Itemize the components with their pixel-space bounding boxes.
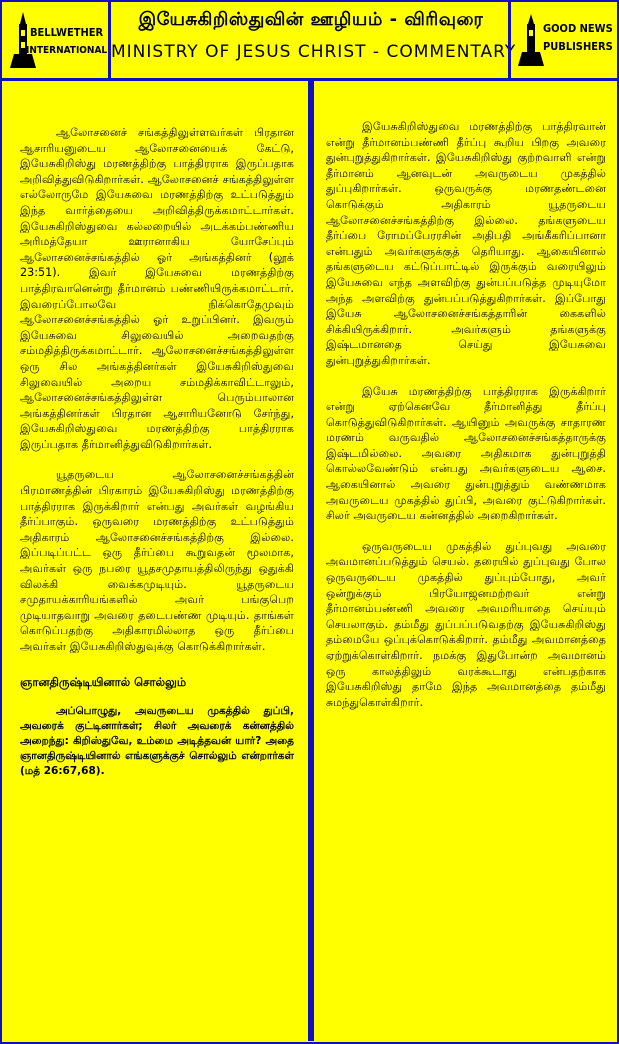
page-title-tamil: இயேசுகிறிஸ்துவின் ஊழியம் - விரிவுரை	[138, 9, 484, 30]
right-paragraph-3: ஒருவருடைய முகத்தில் துப்புவது அவரை அவமானப்படுத்தும் செயல். தரையில் துப்புவது போல ஒருவருடைய முகத்தில் துப்பும்போது, அவர் ஒன்றுக்கும் பிரயோஜனமற்றவர் என்று தீர்மானம்பண்ணி அவரை அவமரியாதை செய்யும் செயலாகும். தம்மீது துப்பப்படுவதற்கு இயேசுகிறிஸ்து தம்மையே ஒப்புக்கொடுக்கிறார். தம்மீது அவமானத்தை ஏற்றுக்கொள்கிறார். நமக்கு இதுபோன்ற அவமானம் ஒரு காலத்திலும் வரக்கூடாது என்பதற்காக இயேசுகிறிஸ்து தாமே இந்த அவமானத்தை தம்மீது சுமந்துகொள்கிறார்.	[326, 539, 606, 709]
section-heading: ஞானதிருஷ்டியினால் சொல்லும்	[20, 674, 187, 689]
bellwether-logo	[2, 2, 111, 78]
right-paragraph-2: இயேசு மரணத்திற்கு பாத்திரராக இருக்கிறார் என்று ஏற்கெனவே தீர்மானித்து தீர்ப்பு கொடுத்துவிடுகிறார்கள். ஆயினும் அவருக்கு சாதாரண மரணம் வருவதில் ஆலோசனைச்சங்கத்தாருக்கு இஷ்டமில்லை. அவரை அதிகமாக துன்புறுத்தி கொல்லவேண்டும் என்பது அவர்களுடைய ஆசை. ஆகையினால் அவரை துன்புறுத்தும் வண்ணமாக அவருடைய முகத்தில் துப்பி, அவரை குட்டுகிறார்கள். சிலர் அவருடைய கன்னத்தில் அறைகிறார்கள்.	[326, 384, 606, 523]
bellwether-line1: BELLWETHER	[30, 26, 104, 39]
page-title-english: MINISTRY OF JESUS CHRIST - COMMENTARY	[111, 42, 517, 62]
left-paragraph-1: ஆலோசனைச் சங்கத்திலுள்ளவர்கள் பிரதான ஆசாரியனுடைய ஆலோசனையைக் கேட்டு, இயேசுகிறிஸ்து மரணத்திற்கு பாத்திரராக இருப்பதாக அறிவித்துவிடுகிறார்கள். ஆலோசனைச் சங்கத்திலுள்ள எல்லோருமே இயேசுவை மரணத்திற்கு உட்படுத்தும் இந்த வார்த்தையை அறிவித்திருக்கமாட்டார்கள். இயேசுகிறிஸ்துவை கல்லறையில் அடக்கம்பண்ணிய அரிமத்தேயா ஊரானாகிய யோசேப்பும் ஆலோசனைச்சங்கத்தில் ஓர் அங்கத்தினர் (லூக் 23:51). இவர் இயேசுவை மரணத்திற்கு பாத்திரவானென்று தீர்மானம் பண்ணியிருக்கமாட்டார். இவரைப்போலவே நிக்கொதேமுவும் ஆலோசனைச்சங்கத்தில் ஓர் உறுப்பினர். இவரும் இயேசுவை சிலுவையில் அறைவதற்கு சம்மதித்திருக்கமாட்டார். ஆலோசனைச்சங்கத்திலுள்ள ஒரு சில அங்கத்தினர்கள் இயேசுகிறிஸ்துவை சிலுவையில் அறைய சம்மதிக்காவிட்டாலும், ஆலோசனைச்சங்கத்திலுள்ள பெரும்பாலான அங்கத்தினர்கள் பிரதான ஆசாரியனோடு சேர்ந்து, இயேசுகிறிஸ்துவை மரணத்திற்கு பாத்திரராக இருப்பதாக தீர்மானித்துவிடுகிறார்கள்.	[20, 126, 294, 451]
scripture-quote: அப்பொழுது, அவருடைய முகத்தில் துப்பி, அவரைக் குட்டினார்கள்; சிலர் அவரைக் கன்னத்தில் அறைந்து: கிறிஸ்துவே, உம்மை அடித்தவன் யார்? அதை ஞானதிருஷ்டியினால் எங்களுக்குச் சொல்லும் என்றார்கள் (மத் 26:67,68).	[20, 705, 294, 778]
right-column	[311, 81, 619, 1041]
right-paragraph-1: இயேசுகிறிஸ்துவை மரணத்திற்கு பாத்திரவான் என்று தீர்மானம்பண்ணி தீர்ப்பு கூறிய பிறகு அவரை துன்புறுத்துகிறார்கள். இயேசுகிறிஸ்து குற்றவாளி என்று தீர்மானம் ஆனவுடன் அவருடைய முகத்தில் துப்புகிறார்கள். ஒருவருக்கு மரணதண்டனை கொடுக்கும் அதிகாரம் யூதருடைய ஆலோசனைச்சங்கத்திற்கு இல்லை. தங்களுடைய தீர்ப்பை ரோமப்பேரரசின் அதிபதி அங்கீகரிப்பானா என்பதும் அவர்களுக்குத் தெரியாது. ஆகையினால் தங்களுடைய கட்டுப்பாட்டில் இருக்கும் வரையிலும் இயேசுவை எந்த அளவிற்கு துன்பப்படுத்த முடியுமோ அந்த அளவிற்கு துன்பப்படுத்துகிறார்கள். இப்போது இயேசு ஆலோசனைச்சங்கத்தாரின் கைகளில் சிக்கியிருக்கிறார். அவர்களும் தங்களுக்கு இஷ்டமானதை செய்து இயேசுவை துன்புறுத்துகிறார்கள்.	[326, 120, 606, 367]
tower-icon	[8, 10, 38, 72]
left-paragraph-2: யூதருடைய ஆலோசனைச்சங்கத்தின் பிரமாணத்தின் பிரகாரம் இயேசுகிறிஸ்து மரணத்திற்கு பாத்திரராக இருக்கிறார் என்பது அவர்கள் வழங்கிய தீர்ப்பாகும். ஒருவரை மரணத்திற்கு உட்படுத்தும் அதிகாரம் ஆலோசனைச்சங்கத்திற்கு இல்லை. இப்படிப்பட்ட ஒரு தீர்ப்பை கூறுவதன் மூலமாக, அவர்கள் ஒரு நபரை யூதசமுதாயத்திலிருந்து ஒதுக்கி விலக்கி வைக்கமுடியும். யூதருடைய சமுதாயக்காரியங்களில் அவர் பங்குபெற முடியாதவாறு அவரை தடைபண்ண முடியும். தாங்கள் கொடுப்பதற்கு அதிகாரமில்லாத ஒரு தீர்ப்பை அவர்கள் இயேசுகிறிஸ்துவுக்கு கொடுக்கிறார்கள்.	[20, 468, 294, 653]
publisher-line2: PUBLISHERS	[543, 40, 613, 53]
publisher-line1: GOOD NEWS	[543, 22, 613, 35]
bellwether-line2: INTERNATIONAL	[26, 45, 108, 56]
title-box	[111, 2, 517, 78]
header	[2, 2, 617, 81]
good-news-logo	[508, 2, 617, 78]
left-column	[2, 81, 311, 1041]
publisher-tower-icon	[517, 12, 545, 70]
